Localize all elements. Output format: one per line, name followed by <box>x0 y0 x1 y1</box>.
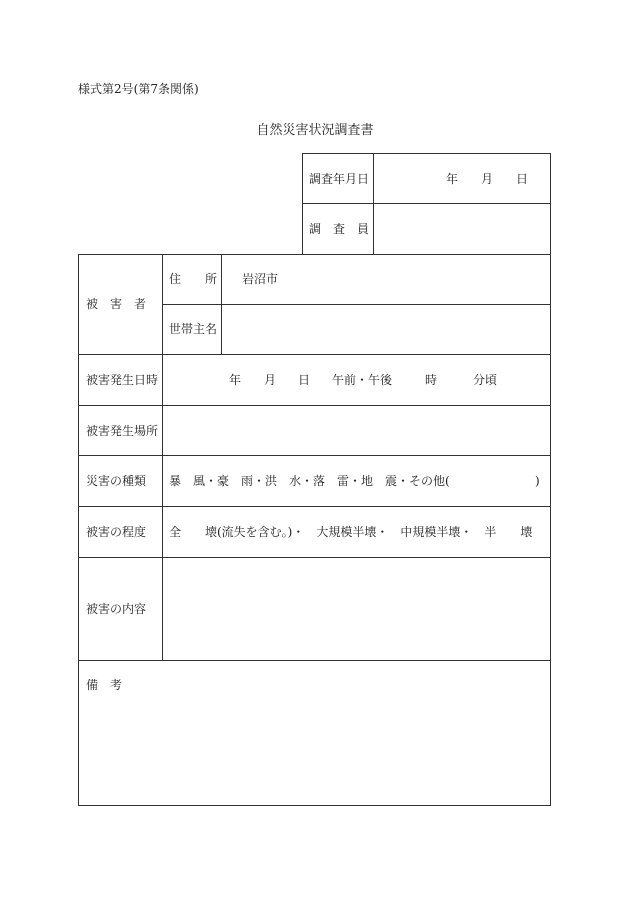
occurrence-ampm: 午前・午後 <box>332 373 393 387</box>
damage-content-field[interactable] <box>164 559 549 659</box>
damage-degree-label: 被害の程度 <box>86 525 147 539</box>
disaster-type-close-paren: ) <box>535 474 540 488</box>
occurrence-hour: 時 <box>425 373 438 387</box>
survey-date-field[interactable] <box>375 155 549 202</box>
address-value: 岩沼市 <box>242 272 279 286</box>
location-field[interactable] <box>164 407 549 454</box>
damage-content-label: 被害の内容 <box>86 602 147 616</box>
disaster-type-options[interactable]: 暴 風・豪 雨・洪 水・落 雷・地 震・その他( <box>169 474 450 488</box>
victim-label: 被 害 者 <box>86 297 147 311</box>
survey-date-day: 日 <box>516 172 529 186</box>
location-label: 被害発生場所 <box>86 424 159 438</box>
survey-date-month: 月 <box>481 172 494 186</box>
disaster-type-label: 災害の種類 <box>86 474 147 488</box>
address-field[interactable] <box>223 256 549 303</box>
damage-degree-options[interactable]: 全 壊(流失を含む。)・ 大規模半壊・ 中規模半壊・ 半 壊 <box>169 525 533 539</box>
surveyor-field[interactable] <box>375 205 549 253</box>
address-label: 住 所 <box>169 272 218 286</box>
householder-label: 世帯主名 <box>169 322 218 336</box>
occurrence-day: 日 <box>298 373 311 387</box>
surveyor-label: 調 査 員 <box>309 222 370 236</box>
occurrence-year: 年 <box>229 373 242 387</box>
occurrence-month: 月 <box>264 373 277 387</box>
survey-date-label: 調査年月日 <box>309 172 370 186</box>
remarks-label: 備 考 <box>86 678 123 692</box>
occurrence-minute: 分頃 <box>473 373 498 387</box>
document-title: 自然災害状況調査書 <box>256 123 374 138</box>
survey-date-year: 年 <box>446 172 459 186</box>
form-number: 様式第2号(第7条関係) <box>78 82 199 96</box>
householder-field[interactable] <box>223 306 549 353</box>
remarks-field[interactable] <box>80 698 549 803</box>
occurrence-label: 被害発生日時 <box>86 373 159 387</box>
